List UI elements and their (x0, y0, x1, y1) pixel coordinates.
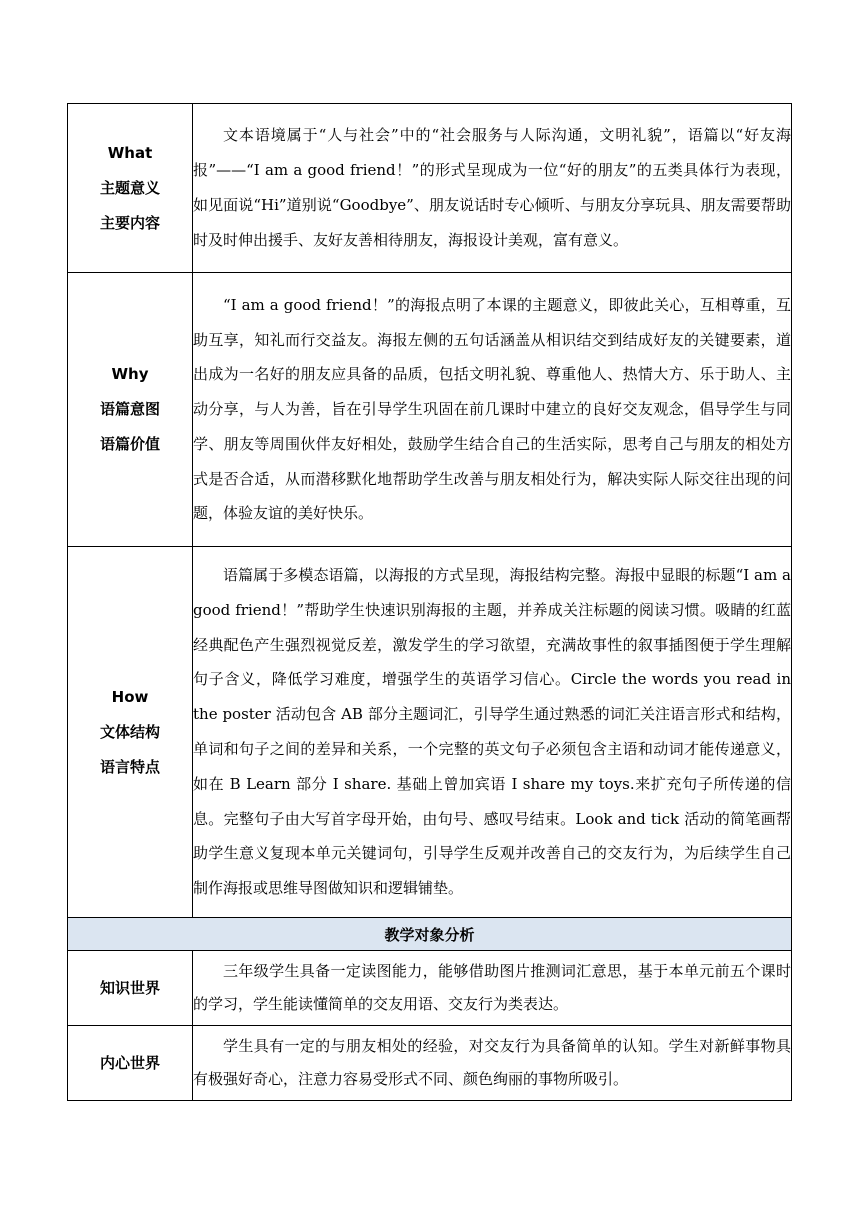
table-row-why (68, 273, 792, 547)
row-label-what (68, 104, 193, 273)
label-line: 主题意义 (99, 178, 160, 197)
table-row-inner-world (68, 1026, 792, 1101)
label-line: Why (111, 365, 149, 383)
label-line: 语篇价值 (99, 435, 160, 453)
row-content-how: 语篇属于多模态语篇，以海报的方式呈现，海报结构完整。海报中显眼的标题“I am a good friend！”帮助学生快速识别海报的主题，并养成关注标题的阅读习惯。吸睛的红蓝经典配色产生强烈视觉反差，激发学生的学习欲望，充满故事性的叙事插图便于学生理解句子含义，降低学习难度，增强学生的英语学习信心。Circle the words you read in the poster 活动包含 AB 部分主题词汇，引导学生通过熟悉的词汇关注语言形式和结构，单词和句子之间的差异和关系，一个完整的英文句子必须包含主语和动词才能传递意义，如在 B Learn 部分 I share. 基础上曾加宾语 I share my toys.来扩充句子所传递的信息。完整句子由大写首字母开始，由句号、感叹号结束。Look and tick 活动的简笔画帮助学生意义复现本单元关键词句，引导学生反观并改善自己的交友行为，为后续学生自己制作海报或思维导图做知识和逻辑铺垫。 (193, 547, 792, 918)
section-header-row (68, 918, 792, 951)
label-line: 语篇意图 (99, 400, 160, 418)
row-label-inner-world: 内心世界 (68, 1026, 193, 1101)
table-row-knowledge (68, 951, 792, 1026)
row-content-what: 文本语境属于“人与社会”中的“社会服务与人际沟通，文明礼貌”，语篇以“好友海报”——“I am a good friend！”的形式呈现成为一位“好的朋友”的五类具体行为表现，如见面说“Hi”道别说“Goodbye”、朋友说话时专心倾听、与朋友分享玩具、朋友需要帮助时及时伸出援手、友好友善相待朋友，海报设计美观，富有意义。 (193, 104, 792, 273)
row-content-inner-world: 学生具有一定的与朋友相处的经验，对交友行为具备简单的认知。学生对新鲜事物具有极强好奇心，注意力容易受形式不同、颜色绚丽的事物所吸引。 (193, 1026, 792, 1101)
section-title: 教学对象分析 (68, 918, 792, 951)
table-row-what (68, 104, 792, 273)
row-label-knowledge: 知识世界 (68, 951, 193, 1026)
table-row-how (68, 547, 792, 918)
row-content-knowledge: 三年级学生具备一定读图能力，能够借助图片推测词汇意思，基于本单元前五个课时的学习，学生能读懂简单的交友用语、交友行为类表达。 (193, 951, 792, 1026)
row-label-why (68, 273, 193, 547)
row-label-how (68, 547, 193, 918)
lesson-analysis-table (67, 103, 792, 1101)
label-line: What (107, 143, 153, 162)
label-line: 文体结构 (99, 722, 160, 741)
label-line: 语言特点 (99, 757, 160, 776)
label-line: How (111, 687, 149, 706)
label-line: 主要内容 (99, 213, 160, 232)
row-content-why: “I am a good friend！”的海报点明了本课的主题意义，即彼此关心，互相尊重，互助互享，知礼而行交益友。海报左侧的五句话涵盖从相识结交到结成好友的关键要素，道出成为一名好的朋友应具备的品质，包括文明礼貌、尊重他人、热情大方、乐于助人、主动分享，与人为善，旨在引导学生巩固在前几课时中建立的良好交友观念，倡导学生与同学、朋友等周围伙伴友好相处，鼓励学生结合自己的生活实际，思考自己与朋友的相处方式是否合适，从而潜移默化地帮助学生改善与朋友相处行为，解决实际人际交往出现的问题，体验友谊的美好快乐。 (193, 273, 792, 547)
